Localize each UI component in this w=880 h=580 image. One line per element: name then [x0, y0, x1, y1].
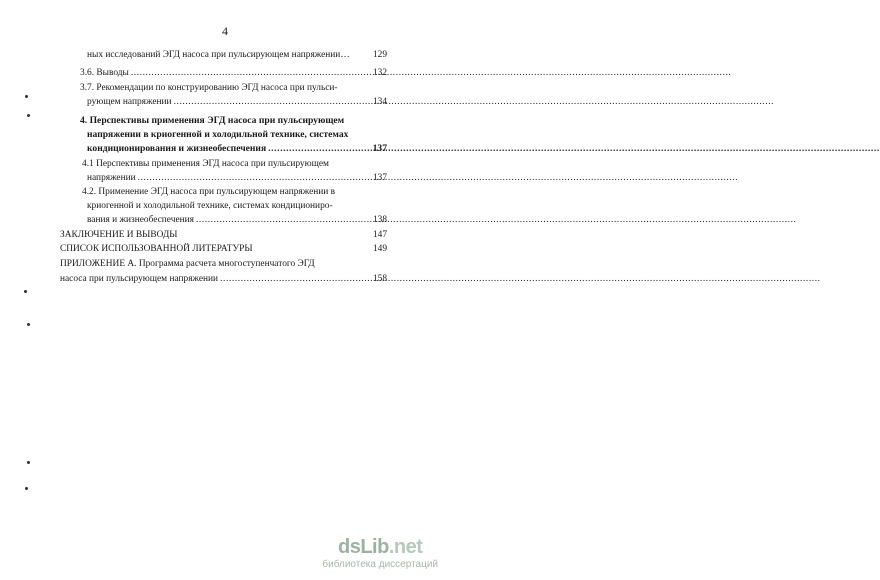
toc-entry: [87, 172, 387, 185]
watermark-logo: dsLib.net: [338, 536, 423, 558]
toc-entry-page: 147: [372, 230, 387, 240]
toc-entry-text: напряжении в криогенной и холодильной технике, системах: [87, 129, 349, 140]
scan-speck: [27, 323, 30, 326]
scan-speck: [25, 487, 28, 490]
toc-entry-page: 149: [372, 244, 387, 254]
toc-entry-text: напряжении: [87, 173, 136, 183]
scan-speck: [27, 114, 30, 117]
toc-entry-text: СПИСОК ИСПОЛЬЗОВАННОЙ ЛИТЕРАТУРЫ: [60, 244, 253, 254]
toc-entry: [87, 49, 387, 62]
dslib-watermark: [322, 536, 438, 570]
toc-entry: [60, 273, 387, 286]
toc-entry-page: 137: [372, 173, 387, 183]
toc-entry: [82, 158, 387, 171]
toc-entry-page: 138: [372, 215, 387, 225]
toc-entry-text: ных исследований ЭГД насоса при пульсирующем напряжении…: [87, 50, 350, 60]
toc-entry-text: криогенной и холодильной технике, системах кондициониро-: [87, 201, 333, 211]
toc-entry-text: 4. Перспективы применения ЭГД насоса при пульсирующем: [80, 115, 345, 126]
toc-entry-text: ЗАКЛЮЧЕНИЕ И ВЫВОДЫ: [60, 230, 178, 240]
toc-leader-dots: [196, 214, 359, 227]
toc-entry: [87, 214, 387, 227]
page-number: 4: [222, 24, 228, 38]
toc-entry-text: ПРИЛОЖЕНИЕ А. Программа расчета многоступенчатого ЭГД: [60, 259, 315, 269]
toc-entry: [60, 229, 387, 242]
toc-entry-text: 3.7. Рекомендации по конструированию ЭГД насоса при пульси-: [80, 83, 338, 93]
toc-entry: [60, 258, 387, 271]
toc-leader-dots: [220, 273, 359, 286]
toc-entry-page: 129: [372, 50, 387, 60]
toc-entry-page: 134: [372, 97, 387, 107]
toc-leader-dots: [138, 172, 359, 185]
toc-entry: [80, 114, 387, 127]
toc-entry: [60, 243, 387, 256]
scan-speck: [24, 290, 27, 293]
toc-entry: [87, 128, 387, 141]
toc-entry: [80, 67, 387, 80]
watermark-subtitle: библиотека диссертаций: [322, 559, 438, 570]
toc-entry: [82, 186, 387, 199]
toc-leader-dots: [174, 96, 359, 109]
toc-entry-text: насоса при пульсирующем напряжении: [60, 274, 219, 284]
toc-entry-text: 3.6. Выводы: [80, 68, 129, 78]
toc-entry-page: 158: [372, 274, 387, 284]
toc-entry-page: 132: [372, 68, 387, 78]
toc-entry-text: 4.1 Перспективы применения ЭГД насоса при пульсирующем: [82, 159, 329, 169]
toc-entry: [87, 142, 387, 155]
toc-entry-text: 4.2. Применение ЭГД насоса при пульсирующем напряжении в: [82, 187, 336, 197]
toc-entry-text: рующем напряжении: [87, 97, 172, 107]
toc-entry: [87, 96, 387, 109]
toc-entry: [87, 200, 387, 213]
toc-entry-text: кондиционирования и жизнеобеспечения: [87, 143, 267, 154]
toc-entry-text: вания и жизнеобеспечения: [87, 215, 194, 225]
toc-entry: [80, 82, 387, 95]
scan-speck: [25, 95, 28, 98]
toc-leader-dots: [268, 142, 359, 155]
toc-leader-dots: [131, 67, 359, 80]
toc-entry-page: 137: [372, 143, 387, 154]
scan-speck: [27, 461, 30, 464]
